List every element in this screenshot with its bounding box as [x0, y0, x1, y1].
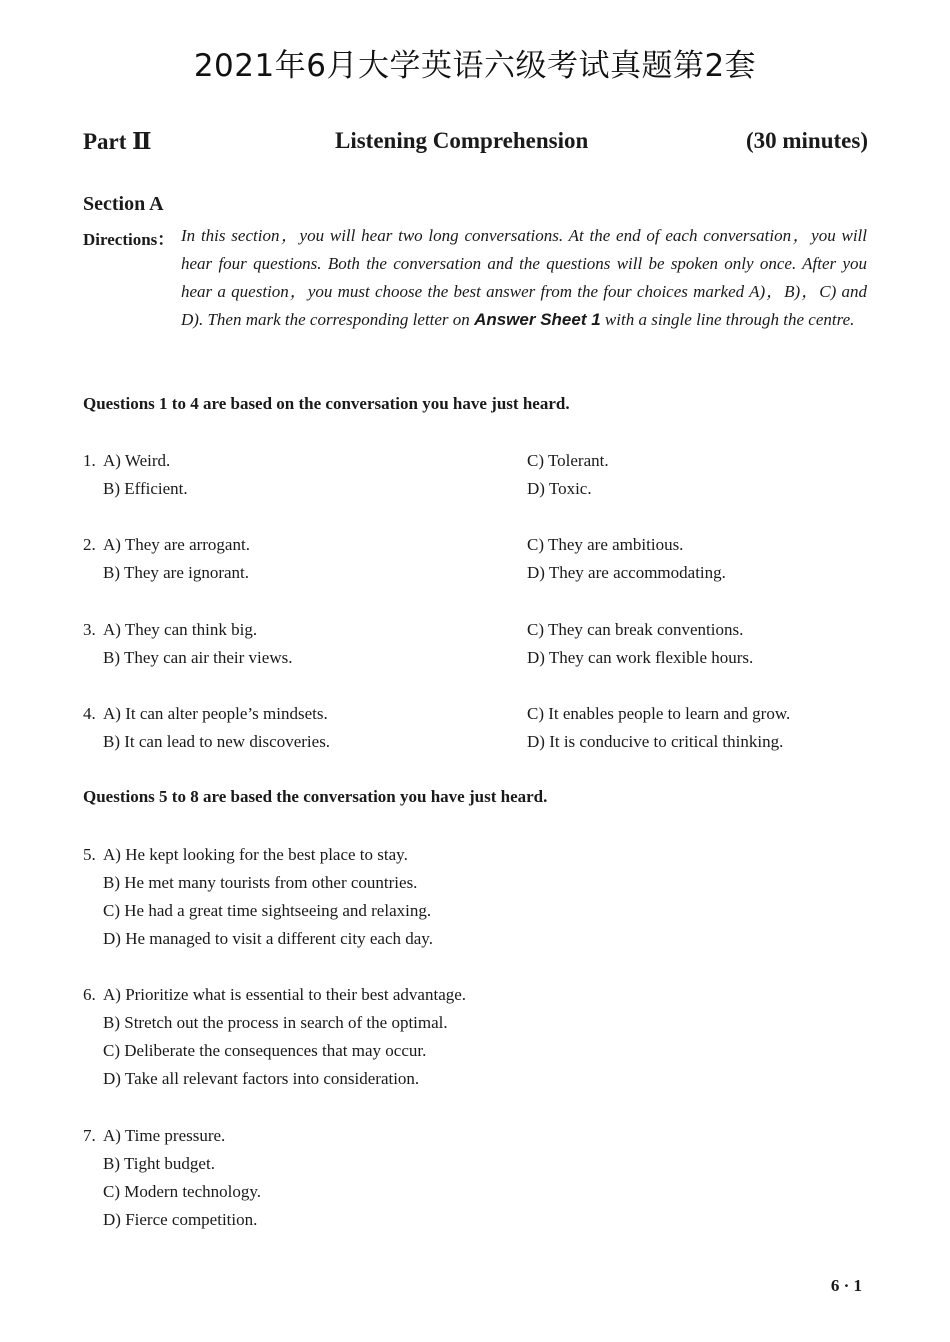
part-heading — [83, 128, 868, 162]
option-b: B) He met many tourists from other countries. — [103, 873, 418, 892]
option-d: D) They can work flexible hours. — [527, 648, 754, 667]
option-d: D) Toxic. — [527, 479, 592, 498]
directions-text-after: with a single line through the centre. — [600, 310, 855, 329]
option-c: C) He had a great time sightseeing and relaxing. — [103, 901, 432, 920]
question-number: 5. — [83, 845, 96, 864]
question-number: 2. — [83, 535, 96, 554]
question-2 — [83, 531, 863, 587]
question-6 — [83, 981, 863, 1093]
question-number: 1. — [83, 451, 96, 470]
question-number: 4. — [83, 704, 96, 723]
directions-label: Directions： — [83, 230, 175, 249]
option-b: B) It can lead to new discoveries. — [103, 732, 331, 751]
option-c: C) Modern technology. — [103, 1182, 262, 1201]
option-d: D) Take all relevant factors into consideration. — [103, 1069, 420, 1088]
option-b: B) Efficient. — [103, 479, 188, 498]
directions-text — [181, 222, 867, 334]
part-time: (30 minutes) — [745, 128, 868, 153]
option-b: B) They can air their views. — [103, 648, 293, 667]
option-d: D) They are accommodating. — [527, 563, 726, 582]
option-a: A) They are arrogant. — [103, 535, 250, 554]
option-a: A) Weird. — [103, 451, 171, 470]
option-a: A) They can think big. — [103, 620, 258, 639]
question-5 — [83, 841, 863, 953]
question-group-header: Questions 1 to 4 are based on the conversation you have just heard. — [83, 394, 570, 413]
question-group-header: Questions 5 to 8 are based the conversation you have just heard. — [83, 787, 548, 806]
option-d: D) It is conducive to critical thinking. — [527, 732, 784, 751]
question-number: 3. — [83, 620, 96, 639]
option-b: B) They are ignorant. — [103, 563, 250, 582]
option-c: C) They can break conventions. — [527, 620, 744, 639]
option-c: C) It enables people to learn and grow. — [527, 704, 791, 723]
option-b: B) Stretch out the process in search of the optimal. — [103, 1013, 448, 1032]
part-label: Part Ⅱ — [83, 129, 152, 154]
question-3 — [83, 616, 863, 672]
option-c: C) Deliberate the consequences that may occur. — [103, 1041, 427, 1060]
part-name: Listening Comprehension — [335, 128, 589, 153]
option-d: D) Fierce competition. — [103, 1210, 258, 1229]
option-a: A) Prioritize what is essential to their best advantage. — [103, 985, 467, 1004]
directions-text-before: In this section，you will hear two long conversations. At the end of each conversation，you will hear four questions. Both the conversation and the questions will be spoken only once. After you hear a question，you must choose the best answer from the four choices marked A)，B)，C) and D). Then mark the corresponding letter on — [181, 226, 867, 329]
option-b: B) Tight budget. — [103, 1154, 215, 1173]
page-title: 2021年6月大学英语六级考试真题第2套 — [193, 48, 757, 84]
option-c: C) They are ambitious. — [527, 535, 684, 554]
question-number: 7. — [83, 1126, 96, 1145]
section-heading: Section A — [83, 193, 164, 215]
question-1 — [83, 447, 863, 503]
option-a: A) Time pressure. — [103, 1126, 226, 1145]
page-number: 6 · 1 — [830, 1276, 862, 1295]
answer-sheet-reference: Answer Sheet 1 — [474, 310, 601, 329]
option-a: A) It can alter people’s mindsets. — [103, 704, 328, 723]
question-7 — [83, 1122, 863, 1234]
question-number: 6. — [83, 985, 96, 1004]
option-c: C) Tolerant. — [527, 451, 609, 470]
option-d: D) He managed to visit a different city each day. — [103, 929, 433, 948]
question-4 — [83, 700, 863, 756]
option-a: A) He kept looking for the best place to stay. — [103, 845, 408, 864]
